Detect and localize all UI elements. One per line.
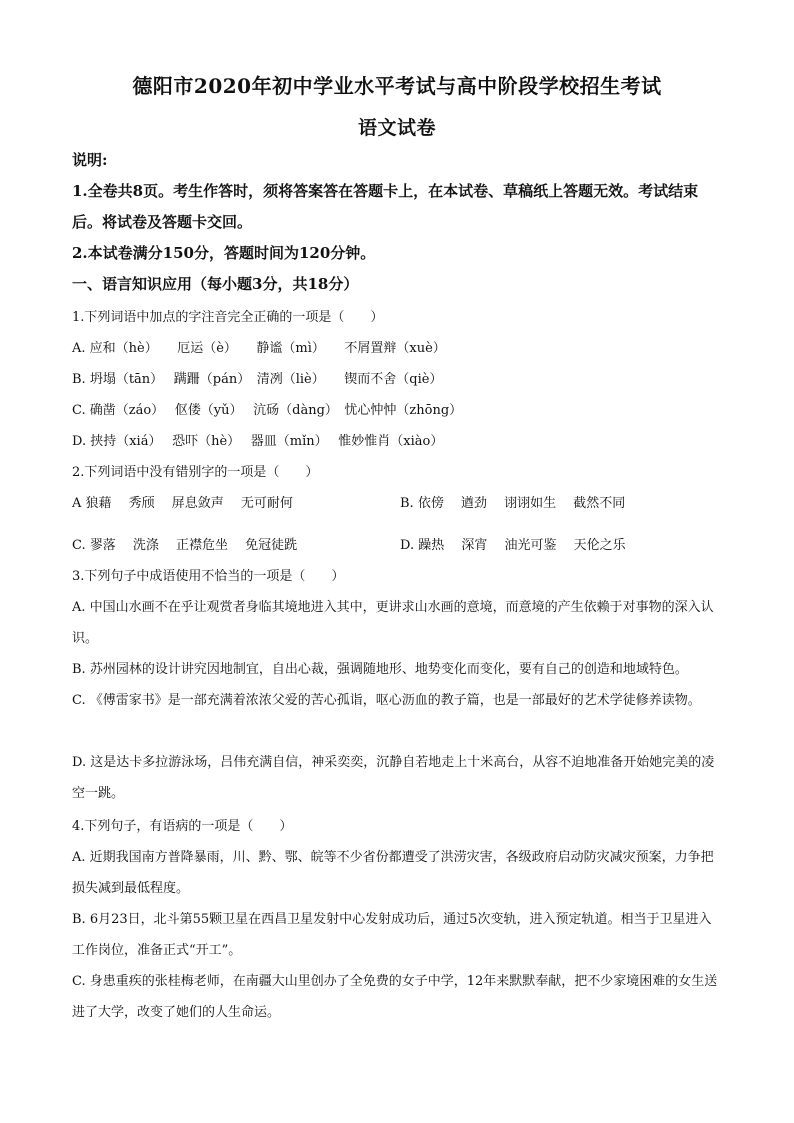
page-title: 德阳市2020年初中学业水平考试与高中阶段学校招生考试 xyxy=(132,74,662,98)
question-1-option-a: A. 应和（hè） 厄运（è） 静谧（mì） 不屑置辩（xuè） xyxy=(72,341,446,356)
question-3-stem: 3.下列句子中成语使用不恰当的一项是（ ） xyxy=(72,569,345,584)
question-2-option-d: D. 躁热 深宵 油光可鉴 天伦之乐 xyxy=(400,538,626,553)
question-2-option-b: B. 依傍 遒劲 诩诩如生 截然不同 xyxy=(400,496,626,511)
question-1-option-d: D. 挟持（xiá） 恐吓（hè） 器皿（mǐn） 惟妙惟肖（xiào） xyxy=(72,434,444,449)
question-2-stem: 2.下列词语中没有错别字的一项是（ ） xyxy=(72,465,319,480)
question-2-option-c: C. 翏落 洗涤 正襟危坐 免冠徒跣 xyxy=(72,538,298,553)
instructions-label: 说明: xyxy=(72,151,108,169)
page-subtitle: 语文试卷 xyxy=(357,117,436,139)
question-4-stem: 4.下列句子，有语病的一项是（ ） xyxy=(72,819,293,834)
instruction-item-1: 1.全卷共8页。考生作答时，须将答案答在答题卡上，在本试卷、草稿纸上答题无效。考试结束后。将试卷及答题卡交回。 xyxy=(72,182,699,231)
question-1-option-b: B. 坍塌（tān） 蹒跚（pán） 清冽（liè） 锲而不舍（qiè） xyxy=(72,372,443,387)
question-3-option-b: B. 苏州园林的设计讲究因地制宜，自出心裁，强调随地形、地势变化而变化，要有自己的创造和地域特色。 xyxy=(72,662,688,677)
question-4-option-a: A. 近期我国南方普降暴雨，川、黔、鄂、皖等不少省份都遭受了洪涝灾害，各级政府启动防灾减灾预案，力争把损失减到最低程度。 xyxy=(72,850,714,896)
instruction-item-2: 2.本试卷满分150分，答题时间为120分钟。 xyxy=(72,244,376,262)
question-3-option-d: D. 这是达卡多拉游泳场，吕伟充满自信，神采奕奕，沉静自若地走上十米高台，从容不迫地准备开始她完美的凌空一跳。 xyxy=(72,755,715,801)
question-3-option-c: C. 《傅雷家书》是一部充满着浓浓父爱的苦心孤诣，呕心沥血的教子篇，也是一部最好的艺术学徒修养读物。 xyxy=(72,693,701,708)
section-heading: 一、语言知识应用（每小题3分，共18分） xyxy=(72,275,359,293)
question-2-option-a: A 狼藉 秀颀 屏息敛声 无可耐何 xyxy=(72,496,293,511)
question-3-option-a: A. 中国山水画不在乎让观赏者身临其境地进入其中，更讲求山水画的意境，而意境的产生依赖于对事物的深入认识。 xyxy=(72,600,714,646)
question-1-stem: 1.下列词语中加点的字注音完全正确的一项是（ ） xyxy=(72,310,384,325)
question-4-option-b: B. 6月23日，北斗第55颗卫星在西昌卫星发射中心发射成功后，通过5次变轨，进入预定轨道。相当于卫星进入工作岗位，准备正式“开工”。 xyxy=(72,912,712,958)
question-4-option-c: C. 身患重疾的张桂梅老师，在南疆大山里创办了全免费的女子中学，12年来默默奉献，把不少家境困难的女生送进了大学，改变了她们的人生命运。 xyxy=(72,974,718,1020)
question-1-option-c: C. 确凿（záo） 伛偻（yǔ） 沆砀（dàng） 忧心忡忡（zhōng） xyxy=(72,403,463,418)
